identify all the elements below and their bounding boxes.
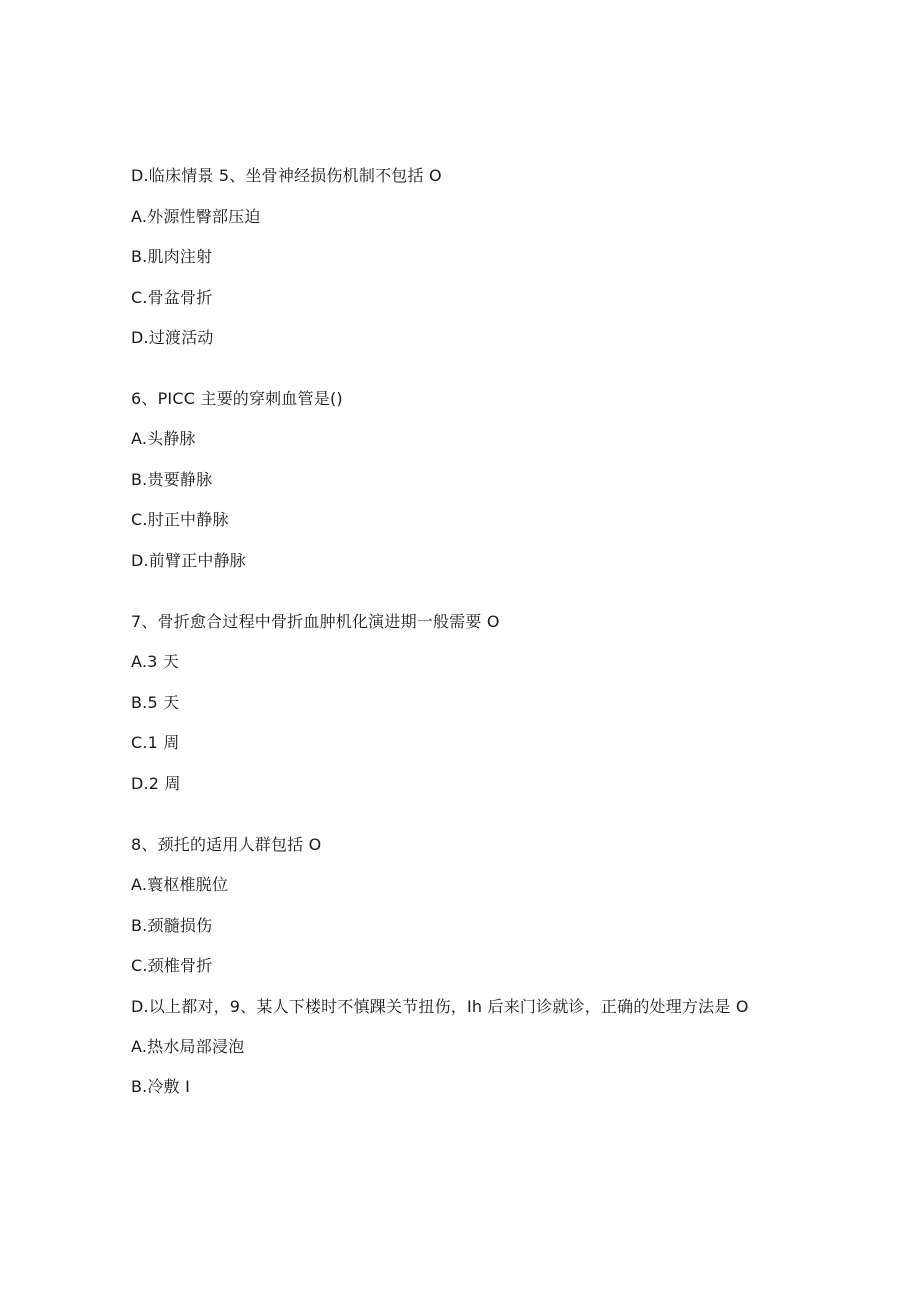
question-8-option-d-question-9-stem: D.以上都对，9、某人下楼时不慎踝关节扭伤，Ih 后来门诊就诊，正确的处理方法是 O — [131, 997, 749, 1016]
question-8-stem: 8、颈托的适用人群包括 O — [131, 835, 322, 854]
question-6-option-b: B.贵要静脉 — [131, 470, 213, 489]
question-7-option-c: C.1 周 — [131, 733, 180, 752]
question-7-option-d: D.2 周 — [131, 774, 181, 793]
question-6-stem: 6、PICC 主要的穿刺血管是() — [131, 389, 343, 408]
question-7-option-b: B.5 天 — [131, 693, 180, 712]
question-9-option-b: B.冷敷 I — [131, 1077, 191, 1096]
question-5-option-b: B.肌肉注射 — [131, 247, 213, 266]
question-8-option-b: B.颈髓损伤 — [131, 916, 213, 935]
question-8-option-a: A.寰枢椎脱位 — [131, 875, 229, 894]
question-7-option-a: A.3 天 — [131, 652, 180, 671]
question-7-stem: 7、骨折愈合过程中骨折血肿机化演进期一般需要 O — [131, 612, 500, 631]
question-5-stem: D.临床情景 5、坐骨神经损伤机制不包括 O — [131, 166, 442, 185]
question-5-option-d: D.过渡活动 — [131, 328, 214, 347]
question-8-option-c: C.颈椎骨折 — [131, 956, 213, 975]
question-6-option-a: A.头静脉 — [131, 429, 196, 448]
question-5-option-a: A.外源性臀部压迫 — [131, 207, 261, 226]
question-6-option-c: C.肘正中静脉 — [131, 510, 229, 529]
question-5-option-c: C.骨盆骨折 — [131, 288, 213, 307]
question-6-option-d: D.前臂正中静脉 — [131, 551, 247, 570]
question-9-option-a: A.热水局部浸泡 — [131, 1037, 245, 1056]
